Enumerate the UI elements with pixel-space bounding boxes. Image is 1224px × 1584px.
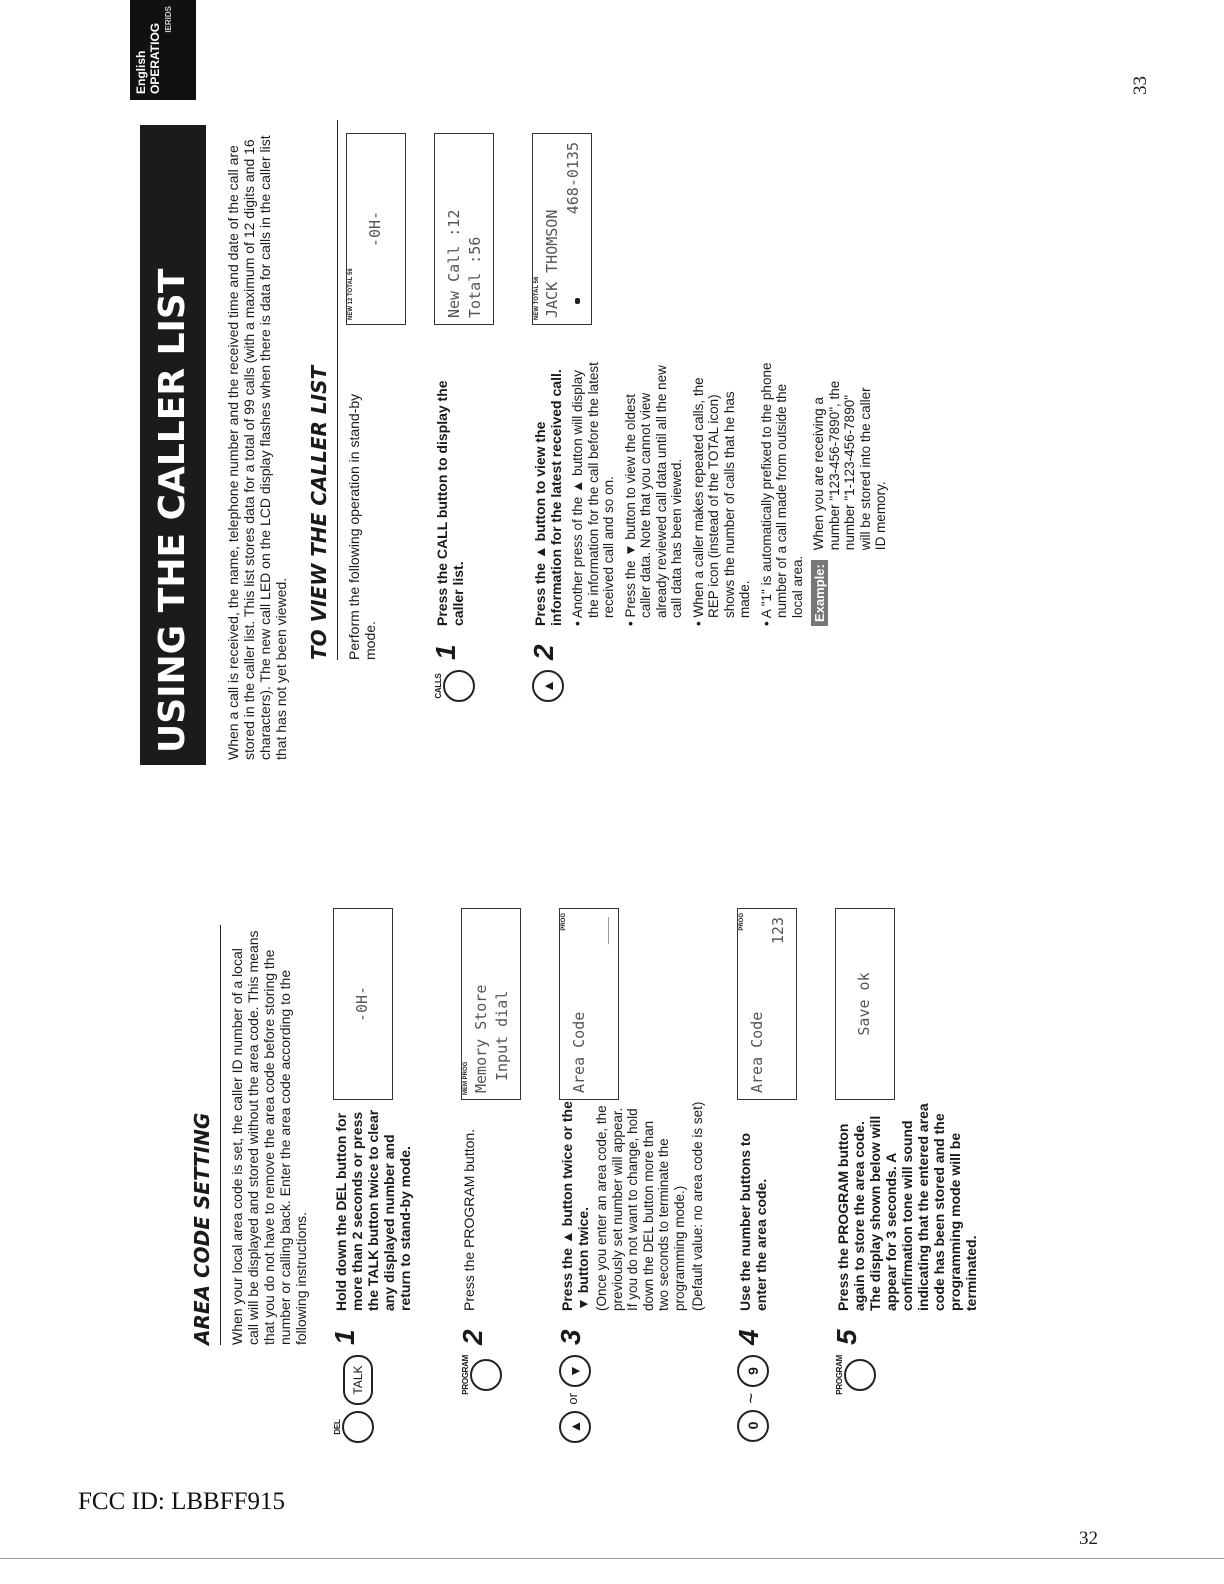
range-tilde: ~: [741, 1393, 761, 1404]
down-arrow-icon: ▼: [559, 1355, 591, 1387]
subheading-rule: [337, 120, 338, 660]
lcd-center: Save ok: [855, 972, 873, 1036]
program-button-icon: [470, 1359, 502, 1391]
bottom-rule: [0, 1558, 1224, 1559]
lcd-line-2: Input dial: [493, 990, 511, 1081]
lcd-tag: NEW 12 TOTAL 56: [348, 268, 354, 320]
step-2-icons: [532, 670, 564, 770]
step-number: 2: [457, 1329, 488, 1345]
step-text: Press the PROGRAM button again to store the area code. The display shown below will appear for 3 seconds. A confirmation tone will sound indicating that the entered area code has been stored and the programming mode will be terminated.: [835, 1103, 979, 1311]
area-code-heading: AREA CODE SETTING: [190, 1112, 214, 1345]
step-4-icons: [737, 1355, 769, 1495]
step-number: 1: [430, 644, 461, 660]
lcd-display: [559, 908, 619, 1100]
pre-step: [346, 120, 416, 660]
calls-label: CALLS: [434, 673, 443, 699]
lcd-tag: MEM PROG: [463, 1061, 469, 1095]
lcd-display: [737, 908, 797, 1100]
lcd-tag: PROG: [739, 913, 745, 931]
step-default: (Default value: no area code is set): [690, 1101, 705, 1311]
area-step-3: [555, 913, 719, 1434]
bullet-item: • When a caller makes repeated calls, the REP icon (instead of the TOTAL icon) shows the number of calls that he has made.: [690, 377, 752, 626]
view-caller-list-heading: TO VIEW THE CALLER LIST: [307, 365, 331, 660]
area-step-4: [733, 913, 817, 1430]
step-number: 4: [733, 1329, 764, 1345]
caller-list-column: [225, 120, 907, 760]
rotated-manual-spread: [130, 6, 1170, 1530]
lcd-line-1: Area Code: [570, 1011, 588, 1093]
lcd-line-2: 123: [769, 917, 787, 945]
step-text: Hold down the DEL button for more than 2 seconds or press the TALK button twice to clear any displayed number and return to stand-by mode.: [333, 1109, 413, 1311]
lcd-line-2: 468-0135: [564, 142, 582, 215]
pre-step-text: Perform the following operation in stand-by mode.: [346, 393, 378, 660]
step-1-icons: [434, 670, 475, 770]
lcd-tag: NEW TOTAL 56: [534, 276, 540, 320]
up-arrow-icon: ▲: [532, 670, 564, 702]
step-text: Press the PROGRAM button.: [461, 1128, 477, 1311]
step-number: 3: [555, 1329, 586, 1345]
badge-line-2: OPERATIOG: [148, 22, 162, 94]
badge-line-1: English: [134, 50, 148, 94]
language-badge: [130, 0, 196, 100]
lcd-line-2: Total :56: [466, 236, 484, 318]
program-button-icon: [844, 1359, 876, 1391]
bullet-item: • Another press of the ▲ button will display the information for the call before the latest received call and so on.: [570, 362, 616, 626]
area-step-1: [329, 925, 443, 1435]
lcd-display: [434, 133, 494, 325]
caller-list-intro: When a call is received, the name, telephone number and the received time and date of the call are stored in the caller list. This list stores data for a total of 99 calls (with a maximum of 12 digits and 16 characters). The new call LED on the LCD display flashes when there is data for calls in the caller list that has not yet been viewed.: [225, 135, 289, 760]
fcc-id: FCC ID: LBBFF915: [78, 1488, 286, 1515]
lcd-center: -0H-: [366, 210, 384, 248]
page-number-left: 32: [1079, 1528, 1098, 1549]
number-0-icon: 0: [737, 1410, 769, 1442]
step-note: (Once you enter an area code, the previously set number will appear. If you do not want to change, hold down the DEL button more than two seconds to terminate the programming mode.): [594, 1105, 687, 1311]
talk-button-icon: TALK: [343, 1355, 373, 1405]
step-3-icons: [559, 1355, 591, 1495]
area-code-intro: When your local area code is set, the caller ID number of a local call will be displayed and stored without the area code. This means that you do not have to remove the area code before storing the number or calling back. Enter the area code according to the following instructions.: [229, 930, 309, 1345]
caller-list-title: USING THE CALLER LIST: [140, 125, 206, 765]
lcd-line-2: ___: [591, 917, 609, 945]
lcd-display: [461, 908, 521, 1100]
step-text: Press the CALL button to display the caller list.: [434, 380, 466, 626]
number-9-icon: 9: [737, 1355, 769, 1387]
lcd-tag: PROG: [561, 913, 567, 931]
lcd-line-1: Area Code: [748, 1011, 766, 1093]
step-number: 5: [831, 1329, 862, 1345]
lcd-line-1: JACK THOMSON: [543, 209, 561, 318]
lcd-center: -0H-: [353, 985, 371, 1023]
or-label: or: [565, 1393, 580, 1405]
step-text: Use the number buttons to enter the area code.: [737, 1132, 769, 1311]
page-number-right: 33: [1130, 76, 1151, 95]
lcd-display: [346, 133, 406, 325]
lcd-line-1: New Call :12: [445, 209, 463, 318]
step-1-icons: DEL TALK: [333, 1355, 374, 1495]
caller-step-1: [430, 120, 514, 699]
step-number: 1: [329, 1329, 360, 1345]
del-button-icon: [342, 1411, 374, 1443]
step-2-icons: PROGRAM: [461, 1355, 502, 1495]
lcd-display: [532, 133, 592, 325]
area-step-5: [831, 925, 979, 1395]
lcd-display: [835, 908, 895, 1100]
step-text: Press the ▲ button twice or the ▼ button twice.: [559, 1101, 591, 1311]
up-arrow-icon: ▲: [559, 1411, 591, 1443]
badge-line-3: IERIDS: [164, 6, 173, 33]
area-step-2: [457, 925, 541, 1395]
area-code-column: [190, 913, 997, 1435]
lcd-line-1: Memory Store: [472, 984, 490, 1093]
lcd-display: [333, 908, 393, 1100]
example-tag: Example:: [811, 560, 828, 626]
calls-button-icon: [443, 670, 475, 702]
step-text: Press the ▲ button to view the information for the latest received call.: [532, 369, 564, 626]
bullet-list: [570, 360, 889, 660]
example-block: [811, 360, 889, 626]
example-text: When you are receiving a number "123-456-7890", the number "1-123-456-7890" will be stored into the caller ID memory.: [811, 380, 888, 551]
heading-rule: [220, 925, 221, 1345]
step-5-icons: PROGRAM: [835, 1355, 876, 1495]
step-number: 2: [528, 644, 559, 660]
bullet-item: • A "1" is automatically prefixed to the phone number of a call made from outside the local area.: [758, 362, 805, 626]
bullet-item: • Press the ▼ button to view the oldest caller data. Note that you cannot view already reviewed call data until all the new call data has been viewed.: [622, 365, 684, 626]
caller-step-2: [528, 120, 889, 693]
